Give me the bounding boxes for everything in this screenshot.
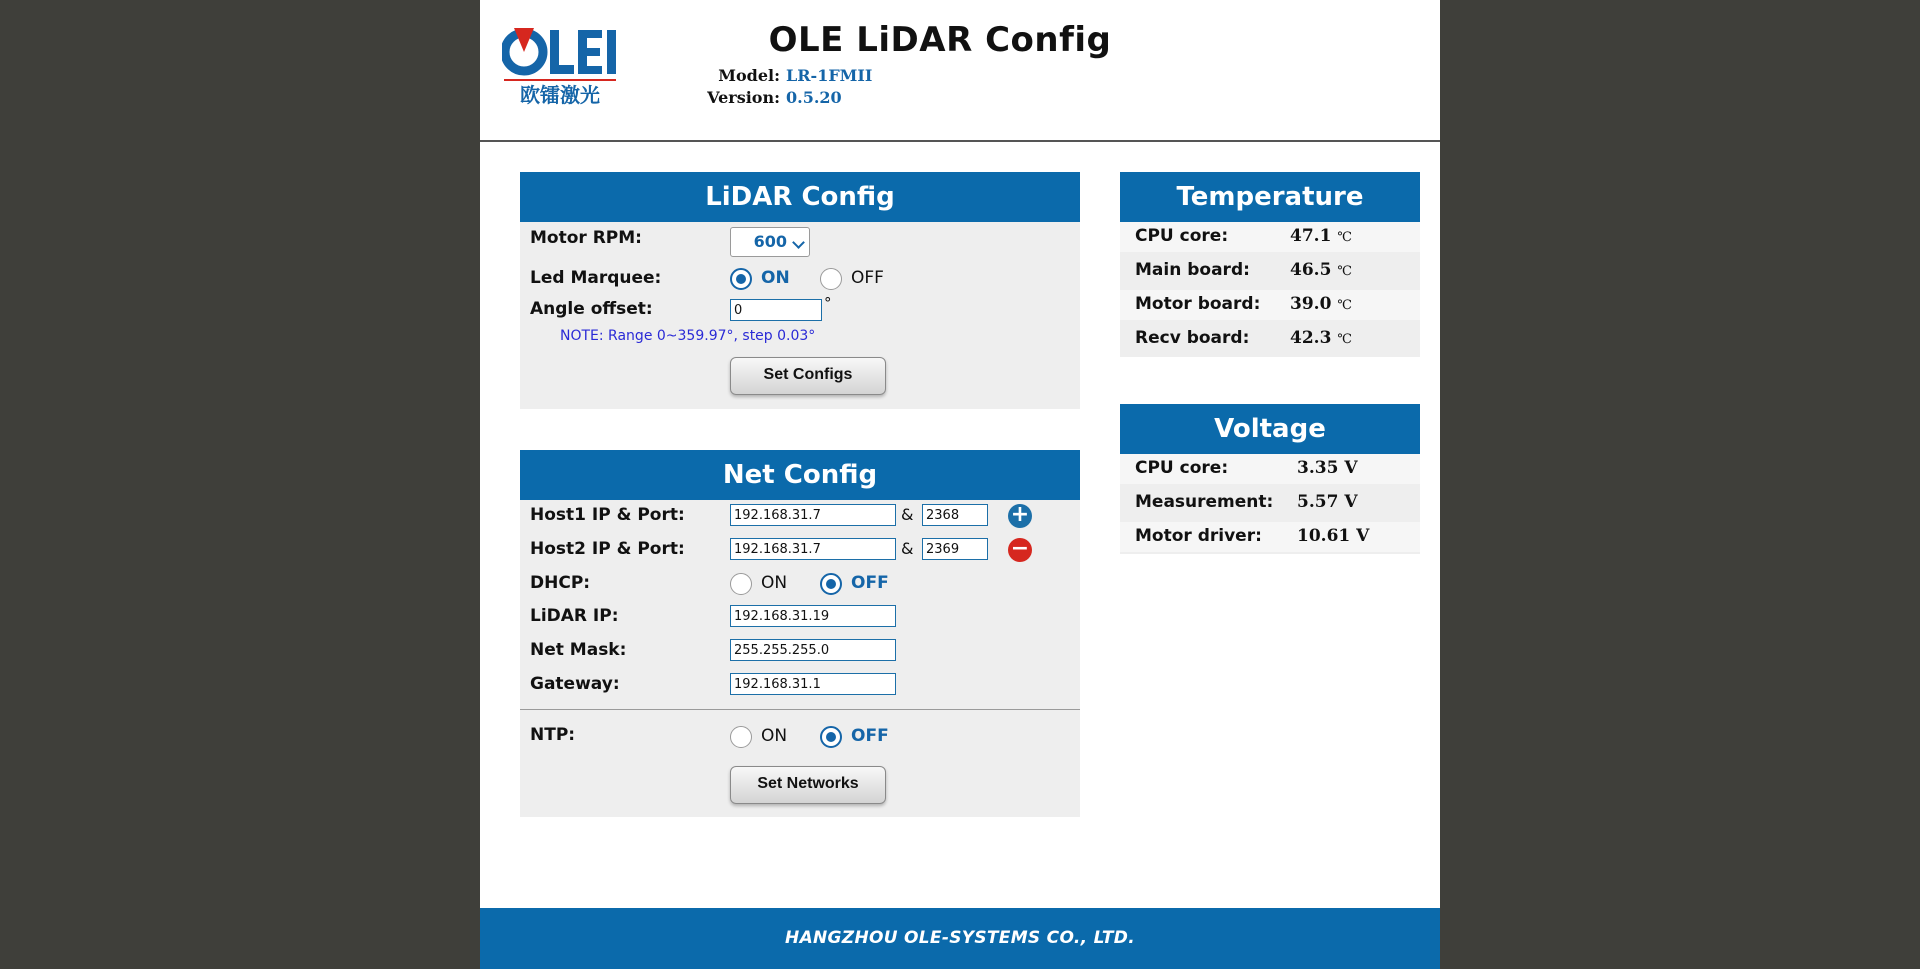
celsius-unit: ℃ (1337, 298, 1352, 313)
plus-icon: + (1010, 502, 1030, 527)
angle-offset-note: NOTE: Range 0~359.97°, step 0.03° (560, 328, 816, 344)
temperature-panel (1120, 172, 1420, 357)
voltage-value: 5.57 V (1297, 492, 1358, 512)
dhcp-on-label: ON (761, 573, 788, 593)
voltage-label: Measurement: (1135, 492, 1274, 512)
lidar-ip-input[interactable] (730, 605, 896, 627)
led-on-radio[interactable] (730, 268, 752, 290)
company-name: HANGZHOU OLE-SYSTEMS CO., LTD. (785, 928, 1135, 948)
model-value: LR-1FMII (786, 66, 873, 85)
gateway-input[interactable] (730, 673, 896, 695)
temp-value: 39.0 ℃ (1290, 294, 1352, 314)
voltage-row (1120, 488, 1420, 518)
voltage-title: Voltage (1120, 404, 1420, 454)
temperature-title: Temperature (1120, 172, 1420, 222)
minus-icon: − (1010, 536, 1030, 561)
net-config-divider (520, 709, 1080, 710)
temp-label: Main board: (1135, 260, 1250, 280)
angle-offset-input[interactable] (730, 299, 822, 321)
temp-label: Recv board: (1135, 328, 1250, 348)
celsius-unit: ℃ (1337, 230, 1352, 245)
motor-rpm-value: 600 (753, 232, 787, 251)
footer (480, 908, 1440, 969)
voltage-label: CPU core: (1135, 458, 1229, 478)
led-marquee-label: Led Marquee: (530, 268, 662, 288)
celsius-unit: ℃ (1337, 332, 1352, 347)
olei-logo (502, 22, 630, 112)
dhcp-off-radio[interactable] (820, 573, 842, 595)
host1-label: Host1 IP & Port: (530, 505, 685, 525)
gateway-label: Gateway: (530, 674, 620, 694)
model-label: Model: (718, 66, 780, 85)
voltage-row (1120, 454, 1420, 484)
temp-value: 47.1 ℃ (1290, 226, 1352, 246)
temp-value: 42.3 ℃ (1290, 328, 1352, 348)
lidar-config-panel (520, 172, 1080, 409)
ntp-on-label: ON (761, 726, 788, 746)
lidar-ip-label: LiDAR IP: (530, 606, 619, 626)
motor-rpm-label: Motor RPM: (530, 228, 642, 248)
voltage-row (1120, 522, 1420, 552)
set-configs-button[interactable]: Set Configs (730, 357, 886, 395)
temp-row (1120, 222, 1420, 252)
led-off-label: OFF (851, 268, 884, 288)
add-host-button[interactable] (1008, 504, 1032, 528)
dhcp-on-radio[interactable] (730, 573, 752, 595)
temp-row (1120, 324, 1420, 354)
host1-amp: & (901, 505, 914, 524)
netmask-label: Net Mask: (530, 640, 627, 660)
chevron-down-icon (792, 236, 805, 249)
ntp-off-label: OFF (851, 726, 889, 746)
dhcp-off-label: OFF (851, 573, 889, 593)
ntp-on-radio[interactable] (730, 726, 752, 748)
host2-amp: & (901, 539, 914, 558)
set-networks-button[interactable]: Set Networks (730, 766, 886, 804)
logo-subtext: 欧镭激光 (520, 83, 600, 107)
net-config-title: Net Config (520, 450, 1080, 500)
celsius-unit: ℃ (1337, 264, 1352, 279)
temp-value: 46.5 ℃ (1290, 260, 1352, 280)
host2-ip-input[interactable] (730, 538, 896, 560)
page-title: OLE LiDAR Config (768, 20, 1112, 60)
net-config-panel (520, 450, 1080, 817)
degree-symbol: ° (824, 294, 832, 312)
host2-port-input[interactable] (922, 538, 988, 560)
angle-offset-label: Angle offset: (530, 299, 653, 319)
version-value: 0.5.20 (786, 88, 842, 107)
voltage-value: 3.35 V (1297, 458, 1358, 478)
voltage-label: Motor driver: (1135, 526, 1262, 546)
led-off-radio[interactable] (820, 268, 842, 290)
temp-label: Motor board: (1135, 294, 1261, 314)
remove-host-button[interactable] (1008, 538, 1032, 562)
host1-ip-input[interactable] (730, 504, 896, 526)
motor-rpm-select[interactable] (730, 227, 810, 257)
temp-row (1120, 290, 1420, 320)
ntp-off-radio[interactable] (820, 726, 842, 748)
voltage-value: 10.61 V (1297, 526, 1370, 546)
temp-row (1120, 256, 1420, 286)
page (480, 0, 1440, 969)
version-label: Version: (707, 88, 780, 107)
voltage-panel (1120, 404, 1420, 554)
ntp-label: NTP: (530, 725, 576, 745)
host2-label: Host2 IP & Port: (530, 539, 685, 559)
netmask-input[interactable] (730, 639, 896, 661)
led-on-label: ON (761, 268, 790, 288)
header (480, 0, 1440, 142)
temp-label: CPU core: (1135, 226, 1229, 246)
lidar-config-title: LiDAR Config (520, 172, 1080, 222)
host1-port-input[interactable] (922, 504, 988, 526)
dhcp-label: DHCP: (530, 573, 591, 593)
